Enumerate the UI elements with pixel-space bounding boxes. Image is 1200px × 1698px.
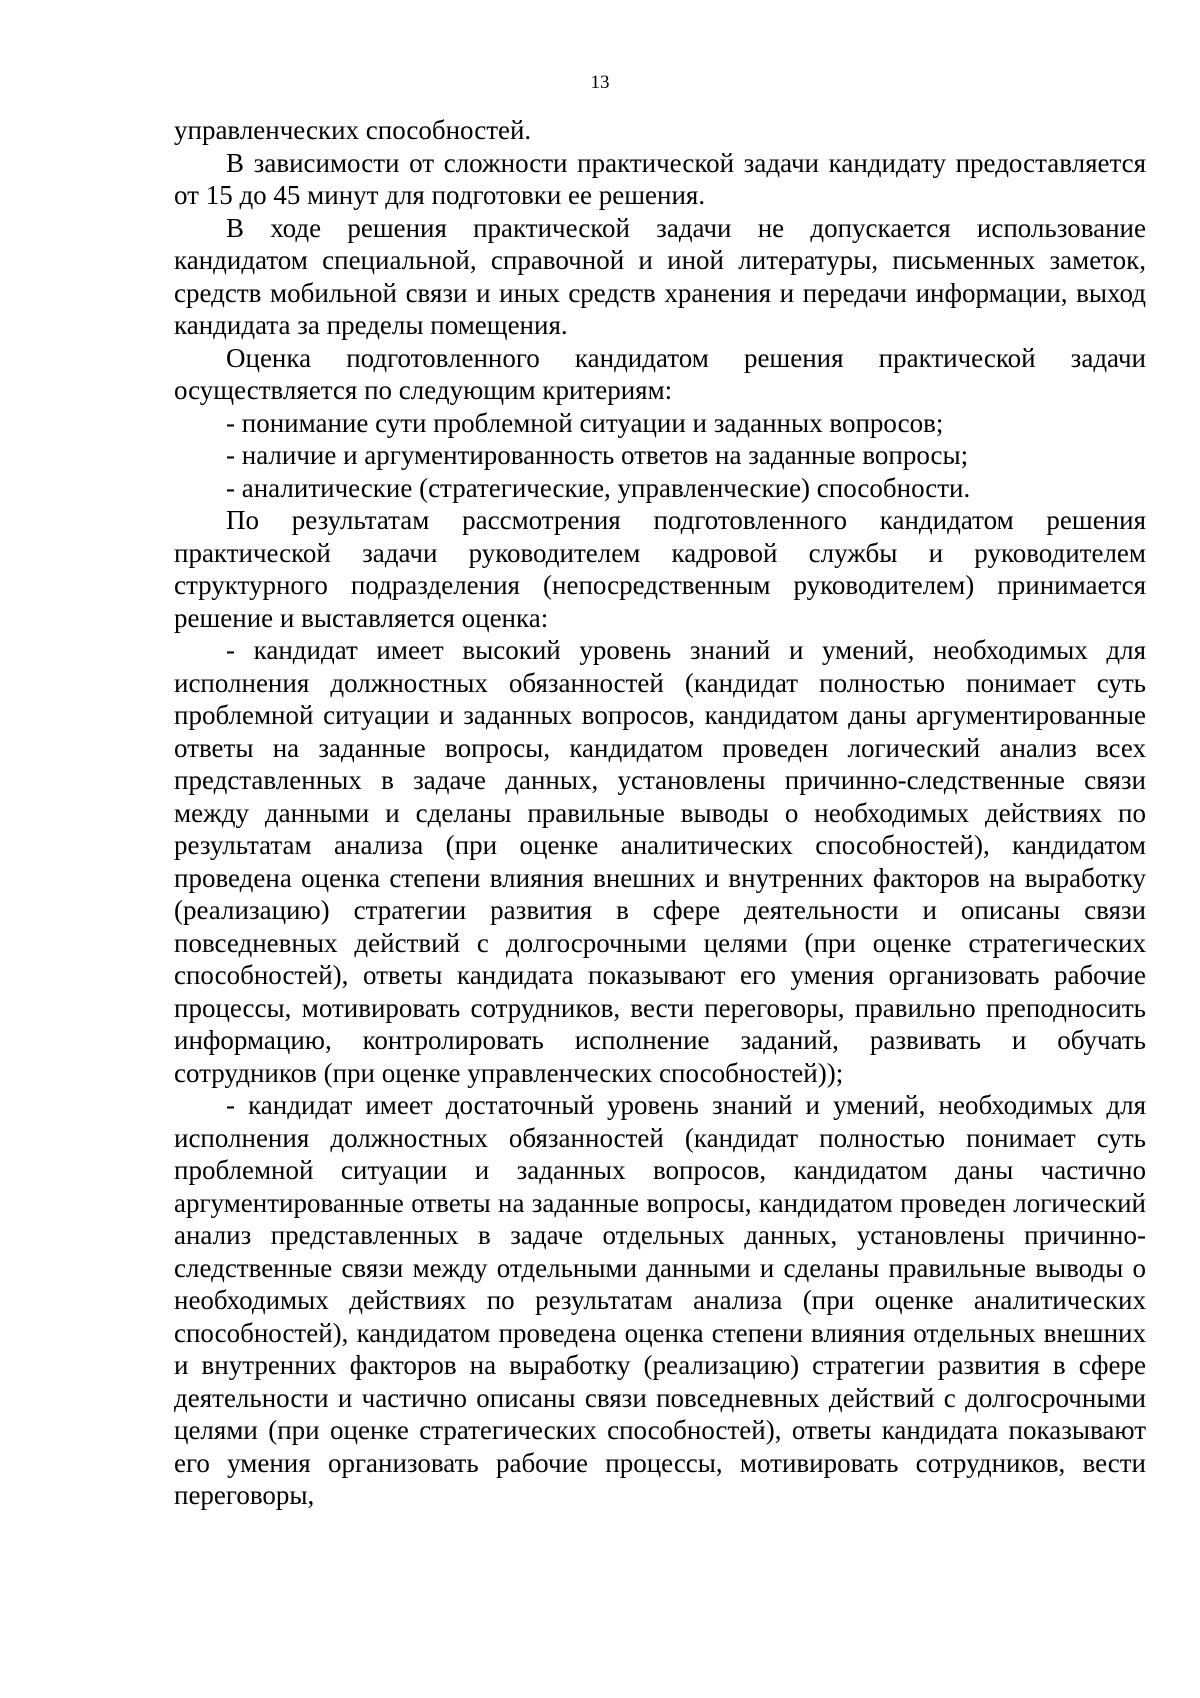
body-text xyxy=(174,114,1146,1512)
paragraph-preparation-time: В зависимости от сложности практической задачи кандидату предоставляется от 15 до 45 минут для подготовки ее решения. xyxy=(174,147,1146,210)
paragraph-evaluation-criteria: Оценка подготовленного кандидатом решения практической задачи осуществляется по следующим критериям: xyxy=(174,342,1146,405)
paragraph-results: По результатам рассмотрения подготовленного кандидатом решения практической задачи руководителем кадровой службы и руководителем структурного подразделения (непосредственным руководителем) принимается решение и выставляется оценка: xyxy=(174,505,1146,633)
criterion-argumentation: - наличие и аргументированность ответов на заданные вопросы; xyxy=(226,440,969,470)
paragraph-restrictions: В ходе решения практической задачи не допускается использование кандидатом специальной, справочной и иной литературы, письменных заметок, средств мобильной связи и иных средств хранения и передачи информации, выход кандидата за пределы помещения. xyxy=(174,212,1146,340)
paragraph-continuation: управленческих способностей. xyxy=(174,115,532,145)
grade-high-level: - кандидат имеет высокий уровень знаний и умений, необходимых для исполнения должностных обязанностей (кандидат полностью понимает суть проблемной ситуации и заданных вопросов, кандидатом даны аргументированные ответы на заданные вопросы, кандидатом проведен логический анализ всех представленных в задаче данных, установлены причинно-следственные связи между данными и сделаны правильные выводы о необходимых действиях по результатам анализа (при оценке аналитических способностей), кандидатом проведена оценка степени влияния внешних и внутренних факторов на выработку (реализацию) стратегии развития в сфере деятельности и описаны связи повседневных действий с долгосрочными целями (при оценке стратегических способностей), ответы кандидата показывают его умения организовать рабочие процессы, мотивировать сотрудников, вести переговоры, правильно преподносить информацию, контролировать исполнение заданий, развивать и обучать сотрудников (при оценке управленческих способностей)); xyxy=(174,635,1146,1088)
grade-sufficient-level: - кандидат имеет достаточный уровень знаний и умений, необходимых для исполнения должностных обязанностей (кандидат полностью понимает суть проблемной ситуации и заданных вопросов, кандидатом даны частично аргументированные ответы на заданные вопросы, кандидатом проведен логический анализ представленных в задаче отдельных данных, установлены причинно-следственные связи между отдельными данными и сделаны правильные выводы о необходимых действиях по результатам анализа (при оценке аналитических способностей), кандидатом проведена оценка степени влияния отдельных внешних и внутренних факторов на выработку (реализацию) стратегии развития в сфере деятельности и частично описаны связи повседневных действий с долгосрочными целями (при оценке стратегических способностей), ответы кандидата показывают его умения организовать рабочие процессы, мотивировать сотрудников, вести переговоры, xyxy=(174,1090,1146,1510)
criterion-abilities: - аналитические (стратегические, управленческие) способности. xyxy=(226,472,971,503)
criterion-understanding: - понимание сути проблемной ситуации и заданных вопросов; xyxy=(226,407,944,438)
page-number: 13 xyxy=(590,72,610,93)
